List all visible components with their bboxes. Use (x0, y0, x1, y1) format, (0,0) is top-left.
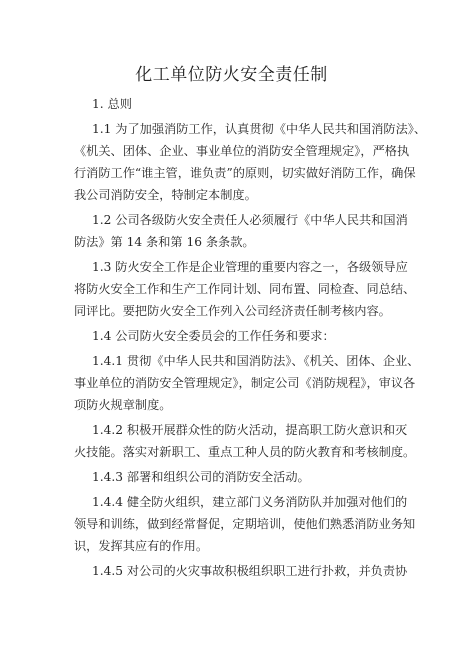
text-line: 1.4 公司防火安全委员会的工作任务和要求： (92, 329, 335, 343)
text-line: 将防火安全工作和生产工作同计划、同布置、同检查、同总结、 (74, 282, 416, 296)
text-line: 火技能。落实对新职工、重点工种人员的防火教育和考核制度。 (74, 445, 416, 459)
text-line: 1.4.1 贯彻《中华人民共和国消防法》、《机关、团体、企业、 (92, 354, 420, 368)
text-line: 我公司消防安全，特制定本制度。 (74, 188, 257, 202)
text-line: 1.3 防火安全工作是企业管理的重要内容之一，各级领导应 (92, 260, 408, 274)
text-line: 事业单位的消防安全管理规定》，制定公司《消防规程》，审议各 (74, 376, 416, 390)
text-line: 防法》第 14 条和第 16 条条款。 (74, 235, 255, 249)
text-line: 1.4.4 健全防火组织，建立部门义务消防队并加强对他们的 (92, 495, 408, 509)
text-line: 1. 总则 (92, 97, 132, 111)
text-line: 1.4.5 对公司的火灾事故积极组织职工进行扑救，并负责协 (92, 564, 408, 578)
text-line: 同评比。要把防火安全工作列入公司经济责任制考核内容。 (74, 304, 391, 318)
document-title: 化工单位防火安全责任制 (135, 65, 328, 85)
text-line: 项防火规章制度。 (74, 398, 172, 412)
text-line: 1.4.3 部署和组织公司的消防安全活动。 (92, 470, 310, 484)
text-line: 1.1 为了加强消防工作，认真贯彻《中华人民共和国消防法》、 (92, 122, 427, 136)
text-line: 1.4.2 积极开展群众性的防火活动，提高职工防火意识和灭 (92, 423, 408, 437)
text-line: 领导和训练，做到经常督促，定期培训，使他们熟悉消防业务知 (74, 517, 416, 531)
text-line: 1.2 公司各级防火安全责任人必须履行《中华人民共和国消 (92, 213, 408, 227)
text-line: 识，发挥其应有的作用。 (74, 539, 209, 553)
text-line: 行消防工作“谁主管，谁负责”的原则，切实做好消防工作，确保 (74, 166, 416, 180)
text-line: 《机关、团体、企业、事业单位的消防安全管理规定》，严格执 (74, 144, 410, 158)
